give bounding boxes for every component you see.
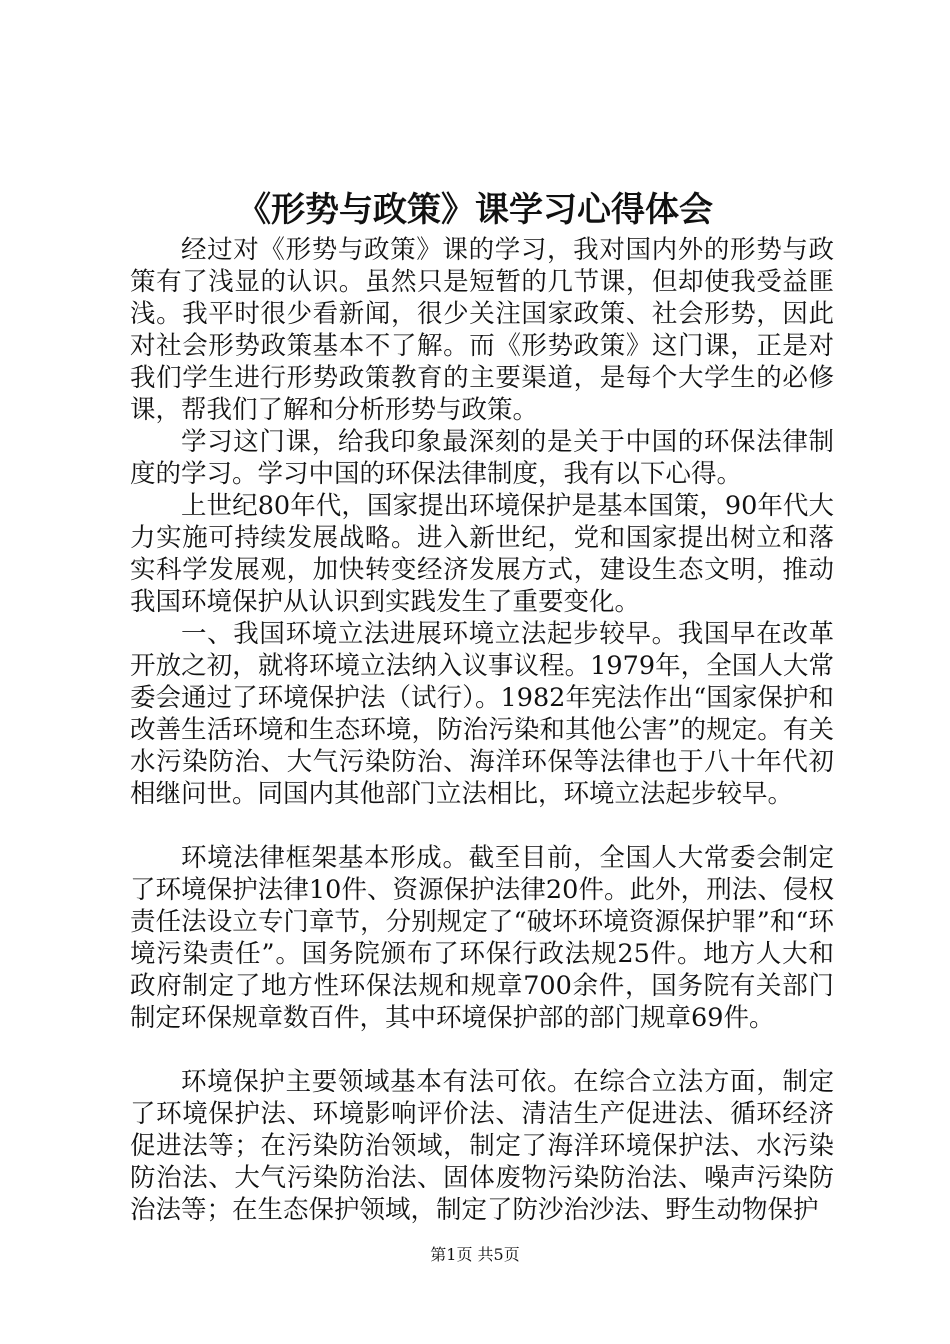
paragraph-6: 环境保护主要领域基本有法可依。在综合立法方面，制定了环境保护法、环境影响评价法、清洁生产促进法、循环经济促进法等；在污染防治领域，制定了海洋环境保护法、水污染防治法、大气污染防治法、固体废物污染防治法、噪声污染防治法等；在生态保护领域，制定了防沙治沙法、野生动物保护 (130, 1067, 834, 1225)
document-body (130, 234, 834, 1226)
paragraph-5: 环境法律框架基本形成。截至目前，全国人大常委会制定了环境保护法律10件、资源保护法律20件。此外，刑法、侵权责任法设立专门章节，分别规定了“破坏环境资源保护罪”和“环境污染责任”。国务院颁布了环保行政法规25件。地方人大和政府制定了地方性环保法规和规章700余件，国务院有关部门制定环保规章数百件，其中环境保护部的部门规章69件。 (130, 843, 834, 1033)
page-number-footer: 第1页 共5页 (430, 1245, 520, 1264)
paragraph-4: 一、我国环境立法进展环境立法起步较早。我国早在改革开放之初，就将环境立法纳入议事议程。1979年，全国人大常委会通过了环境保护法（试行）。1982年宪法作出“国家保护和改善生活环境和生态环境，防治污染和其他公害”的规定。有关水污染防治、大气污染防治、海洋环保等法律也于八十年代初相继问世。同国内其他部门立法相比，环境立法起步较早。 (130, 619, 834, 809)
paragraph-2: 学习这门课，给我印象最深刻的是关于中国的环保法律制度的学习。学习中国的环保法律制度，我有以下心得。 (130, 427, 834, 489)
document-title: 《形势与政策》课学习心得体会 (237, 190, 713, 230)
paragraph-1: 经过对《形势与政策》课的学习，我对国内外的形势与政策有了浅显的认识。虽然只是短暂的几节课，但却使我受益匪浅。我平时很少看新闻，很少关注国家政策、社会形势，因此对社会形势政策基本不了解。而《形势政策》这门课，正是对我们学生进行形势政策教育的主要渠道，是每个大学生的必修课，帮我们了解和分析形势与政策。 (130, 235, 834, 425)
paragraph-3: 上世纪80年代，国家提出环境保护是基本国策，90年代大力实施可持续发展战略。进入新世纪，党和国家提出树立和落实科学发展观，加快转变经济发展方式，建设生态文明，推动我国环境保护从认识到实践发生了重要变化。 (130, 491, 834, 617)
